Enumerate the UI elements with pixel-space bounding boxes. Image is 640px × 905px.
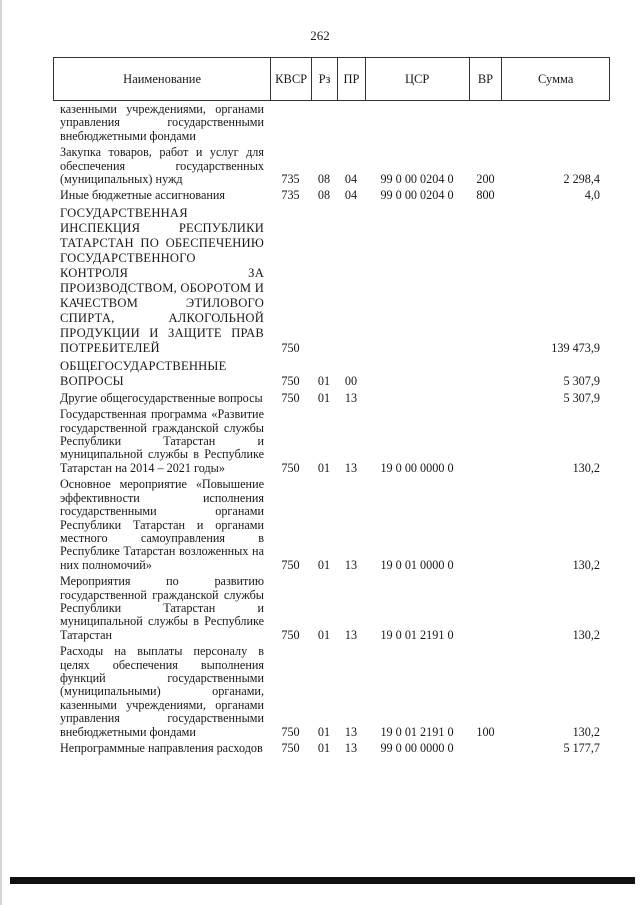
cell-pr: 13: [344, 460, 358, 475]
cell-name: Расходы на выплаты персоналу в целях обеспечения выполнения функций государственными (муниципальными) органами, казенными учреждениями, органами управления государственными внебюджетными фондами: [60, 644, 264, 739]
cell-sum: 139 473,9: [551, 341, 600, 356]
cell-name: Мероприятия по развитию государственной гражданской службы Республики Татарстан и муниципальной службы в Республике Татарстан: [60, 574, 264, 642]
cell-sum: 5 307,9: [563, 374, 600, 389]
cell-csr: 19 0 01 0000 0: [380, 557, 454, 572]
cell-kvsr: 750: [281, 724, 300, 739]
cell-sum: 2 298,4: [563, 172, 600, 187]
cell-name: Закупка товаров, работ и услуг для обеспечения государственных (муниципальных) нужд: [60, 145, 264, 187]
cell-kvsr: 735: [281, 172, 300, 187]
cell-pr: 04: [344, 188, 358, 203]
cell-pr: 13: [344, 724, 358, 739]
cell-csr: 99 0 00 0204 0: [380, 172, 454, 187]
cell-kvsr: 750: [281, 341, 300, 356]
cell-name: Непрограммные направления расходов: [60, 741, 263, 755]
table-row: [53, 206, 610, 356]
table-row: [53, 645, 610, 739]
cell-pr: 00: [344, 374, 358, 389]
cell-csr: 19 0 00 0000 0: [380, 460, 454, 475]
cell-rz: 01: [317, 724, 331, 739]
cell-rz: 01: [317, 390, 331, 405]
cell-name: казенными учреждениями, органами управления государственными внебюджетными фондами: [60, 102, 264, 143]
table-row: [53, 359, 610, 389]
cell-pr: 13: [344, 741, 358, 755]
page-number: 262: [310, 28, 330, 43]
cell-kvsr: 750: [281, 557, 300, 572]
cell-csr: 19 0 01 2191 0: [380, 627, 454, 642]
cell-rz: 01: [317, 741, 331, 755]
cell-vr: 800: [476, 188, 495, 203]
header-kvsr: КВСР: [270, 58, 311, 100]
cell-name: Иные бюджетные ассигнования: [60, 188, 226, 203]
cell-rz: 01: [317, 627, 331, 642]
header-sum: Сумма: [501, 58, 609, 100]
cell-pr: 13: [344, 627, 358, 642]
cell-name: Государственная программа «Развитие государственной гражданской службы Республики Татарстан и муниципальной службы в Республике Татарстан на 2014 – 2021 годы»: [60, 407, 264, 475]
header-csr: ЦСР: [365, 58, 469, 100]
header-vr: ВР: [469, 58, 502, 100]
budget-table: [53, 57, 610, 758]
cell-sum: 5 307,9: [563, 390, 600, 405]
table-row: [53, 392, 610, 405]
table-row: [53, 575, 610, 642]
cell-kvsr: 750: [281, 741, 300, 755]
cell-sum: 130,2: [572, 460, 600, 475]
cell-sum: 130,2: [572, 724, 600, 739]
cell-name: Основное мероприятие «Повышение эффективности исполнения государственными органами Республики Татарстан и органами местного самоуправления в Республике Татарстан возложенных на них полномочий»: [60, 477, 264, 572]
table-row: [53, 408, 610, 475]
table-row: [53, 189, 610, 202]
cell-rz: 08: [317, 172, 331, 187]
header-rz: Рз: [311, 58, 337, 100]
header-name: Наименование: [123, 71, 202, 86]
cell-rz: 01: [317, 374, 331, 389]
header-pr: ПР: [337, 58, 365, 100]
table-row: [53, 146, 610, 186]
table-row: [53, 478, 610, 572]
cell-csr: 19 0 01 2191 0: [380, 724, 454, 739]
cell-rz: 08: [317, 188, 331, 203]
cell-name: Другие общегосударственные вопросы: [60, 390, 263, 405]
cell-sum: 4,0: [584, 188, 600, 203]
cell-pr: 04: [344, 172, 358, 187]
cell-csr: 99 0 00 0204 0: [380, 188, 454, 203]
cell-vr: 100: [476, 724, 495, 739]
cell-sum: 130,2: [572, 627, 600, 642]
cell-kvsr: 750: [281, 627, 300, 642]
table-header: [53, 57, 610, 101]
cell-sum: 5 177,7: [563, 741, 600, 755]
table-row: [53, 742, 610, 755]
table-body: [53, 101, 610, 758]
cell-kvsr: 750: [281, 374, 300, 389]
cell-kvsr: 735: [281, 188, 300, 203]
cell-csr: 99 0 00 0000 0: [380, 741, 454, 755]
cell-vr: 200: [476, 172, 495, 187]
cell-kvsr: 750: [281, 390, 300, 405]
cell-name: ГОСУДАРСТВЕННАЯ ИНСПЕКЦИЯ РЕСПУБЛИКИ ТАТАРСТАН ПО ОБЕСПЕЧЕНИЮ ГОСУДАРСТВЕННОГО КОНТРОЛЯ ЗА ПРОИЗВОДСТВОМ, ОБОРОТОМ И КАЧЕСТВОМ ЭТИЛОВОГО СПИРТА, АЛКОГОЛЬНОЙ ПРОДУКЦИИ И ЗАЩИТЕ ПРАВ ПОТРЕБИТЕЛЕЙ: [60, 205, 264, 355]
cell-pr: 13: [344, 557, 358, 572]
cell-kvsr: 750: [281, 460, 300, 475]
table-row: [53, 103, 610, 143]
scan-bottom-bar: [10, 877, 635, 884]
cell-rz: 01: [317, 460, 331, 475]
scan-edge: [0, 0, 2, 905]
cell-sum: 130,2: [572, 557, 600, 572]
cell-rz: 01: [317, 557, 331, 572]
cell-name: ОБЩЕГОСУДАРСТВЕННЫЕ ВОПРОСЫ: [60, 358, 227, 388]
cell-pr: 13: [344, 390, 358, 405]
